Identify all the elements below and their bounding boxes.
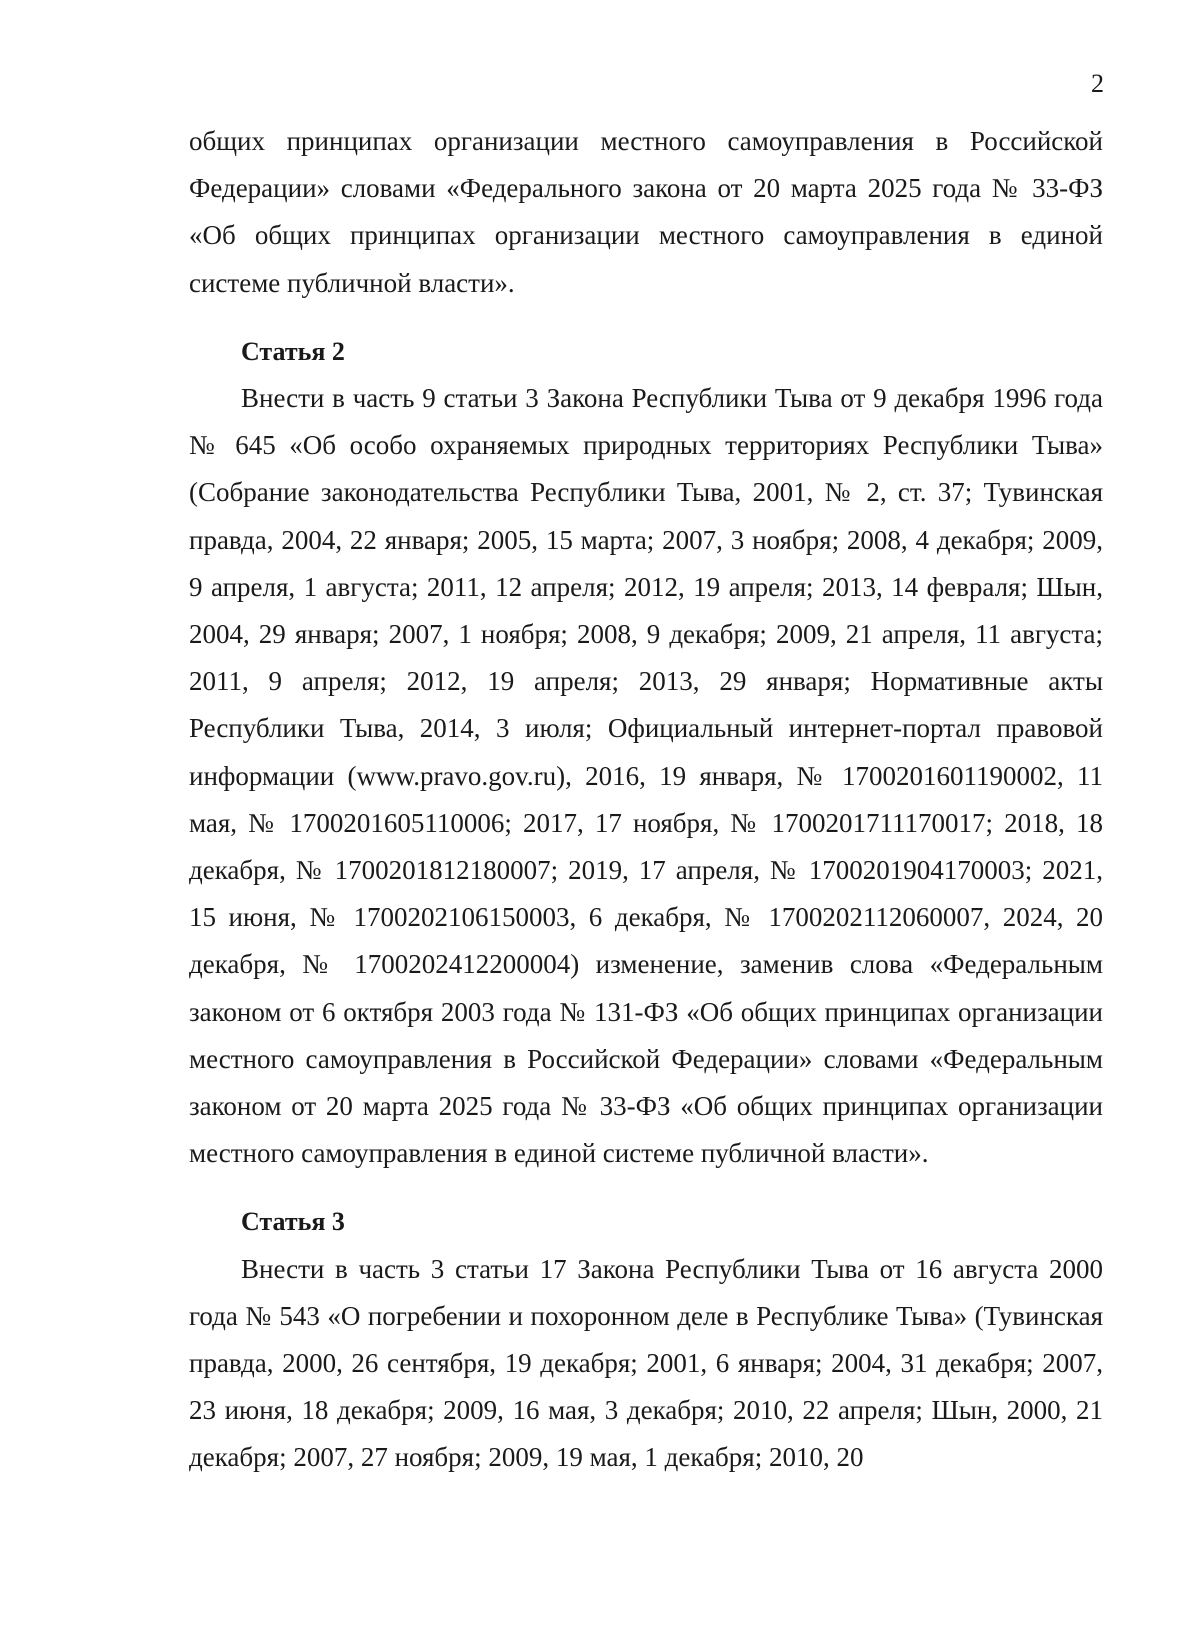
page-number: 2 xyxy=(1091,69,1104,98)
article-2-paragraph: Внести в часть 9 статьи 3 Закона Республики Тыва от 9 декабря 1996 года № 645 «Об особо охраняемых природных территориях Республики Тыва» (Собрание законодательства Республики Тыва, 2001, № 2, ст. 37; Тувинская правда, 2004, 22 января; 2005, 15 марта; 2007, 3 ноября; 2008, 4 декабря; 2009, 9 апреля, 1 августа; 2011, 12 апреля; 2012, 19 апреля; 2013, 14 февраля; Шын, 2004, 29 января; 2007, 1 ноября; 2008, 9 декабря; 2009, 21 апреля, 11 августа; 2011, 9 апреля; 2012, 19 апреля; 2013, 29 января; Нормативные акты Республики Тыва, 2014, 3 июля; Официальный интернет-портал правовой информации (www.pravo.gov.ru), 2016, 19 января, № 1700201601190002, 11 мая, № 1700201605110006; 2017, 17 ноября, № 1700201711170017; 2018, 18 декабря, № 1700201812180007; 2019, 17 апреля, № 1700201904170003; 2021, 15 июня, № 1700202106150003, 6 декабря, № 1700202112060007, 2024, 20 декабря, № 1700202412200004) изменение, заменив слова «Федеральным законом от 6 октября 2003 года № 131-ФЗ «Об общих принципах организации местного самоуправления в Российской Федерации» словами «Федеральным законом от 20 марта 2025 года № 33-ФЗ «Об общих принципах организации местного самоуправления в единой системе публичной власти». xyxy=(189,383,1103,1169)
article-3-heading: Статья 3 xyxy=(241,1207,345,1237)
document-body xyxy=(189,118,1103,1482)
article-2-heading: Статья 2 xyxy=(241,336,345,366)
article-3-paragraph: Внести в часть 3 статьи 17 Закона Республики Тыва от 16 августа 2000 года № 543 «О погребении и похоронном деле в Республике Тыва» (Тувинская правда, 2000, 26 сентября, 19 декабря; 2001, 6 января; 2004, 31 декабря; 2007, 23 июня, 18 декабря; 2009, 16 мая, 3 декабря; 2010, 22 апреля; Шын, 2000, 21 декабря; 2007, 27 ноября; 2009, 19 мая, 1 декабря; 2010, 20 xyxy=(189,1253,1103,1473)
continuation-paragraph: общих принципах организации местного самоуправления в Российской Федерации» словами «Федерального закона от 20 марта 2025 года № 33-ФЗ «Об общих принципах организации местного самоуправления в единой системе публичной власти». xyxy=(189,126,1103,298)
